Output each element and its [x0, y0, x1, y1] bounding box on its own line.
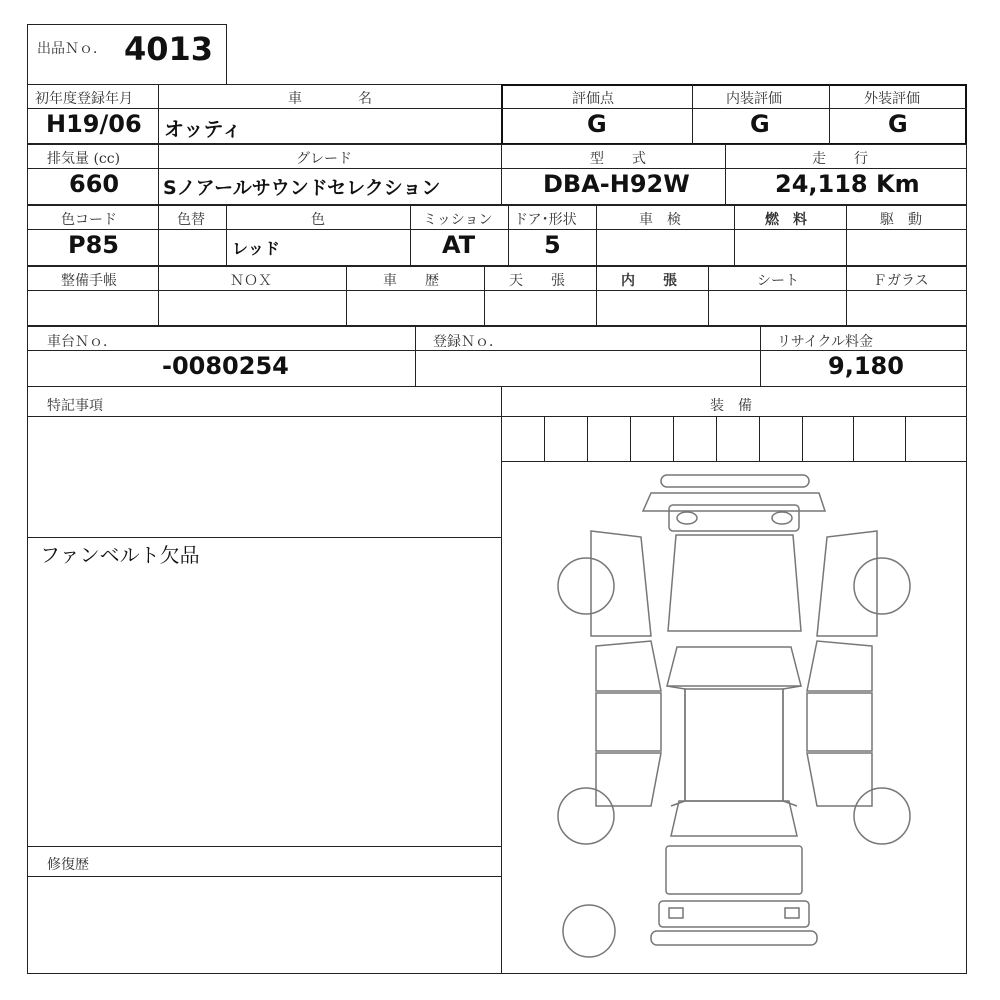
color-label: 色 — [311, 212, 325, 228]
car-name-label: 車 名 — [288, 91, 372, 107]
interior-score-value: G — [750, 110, 770, 138]
score-label: 評価点 — [572, 91, 614, 107]
fglass-label: Ｆガラス — [873, 273, 929, 289]
color-value: レッド — [232, 239, 280, 258]
fuel-label: 燃 料 — [765, 212, 807, 228]
exterior-score-label: 外装評価 — [864, 91, 920, 107]
pillar-left — [667, 686, 685, 806]
windshield — [667, 647, 801, 686]
front-wheel-left-icon — [558, 558, 614, 614]
bottom-left-box — [27, 386, 502, 974]
mission-value: AT — [442, 231, 476, 259]
drive-label: 駆 動 — [880, 212, 922, 228]
model-label: 型 式 — [590, 151, 646, 167]
front-panel — [669, 505, 799, 531]
mission-label: ミッション — [423, 212, 493, 228]
front-bumper-top — [661, 475, 809, 487]
rear-bumper — [651, 931, 817, 945]
rear-hatch — [666, 846, 802, 894]
special-notes-label: 特記事項 — [47, 398, 103, 414]
exterior-score-value: G — [888, 110, 908, 138]
rear-wheel-left-icon — [558, 788, 614, 844]
roof-label: 天 張 — [509, 273, 565, 289]
car-diagram — [501, 461, 967, 974]
front-bumper — [643, 493, 825, 511]
maintenance-label: 整備手帳 — [61, 273, 117, 289]
rear-window — [671, 801, 797, 836]
rear-wheel-right-icon — [854, 788, 910, 844]
recycle-value: 9,180 — [828, 352, 904, 380]
seat-label: シート — [757, 273, 799, 289]
first-reg-label: 初年度登録年月 — [35, 91, 133, 107]
door-rear-right — [807, 693, 872, 751]
front-fender-left — [591, 531, 651, 636]
taillight-left-icon — [669, 908, 683, 918]
inspection-label: 車 検 — [639, 212, 681, 228]
registration-label: 登録Ｎｏ． — [433, 334, 503, 350]
color-change-label: 色替 — [177, 212, 205, 228]
door-front-right — [807, 641, 872, 691]
equipment-label: 装 備 — [710, 398, 752, 414]
grade-value: Sノアールサウンドセレクション — [163, 177, 441, 199]
car-name-value: オッティ — [164, 117, 242, 141]
hood — [668, 535, 801, 631]
rear-panel — [659, 901, 809, 927]
front-fender-right — [817, 531, 877, 636]
quarter-left — [596, 753, 661, 806]
repair-history-label: 修復歴 — [47, 857, 89, 873]
displacement-label: 排気量 (cc) — [47, 151, 121, 167]
model-value: DBA-H92W — [543, 170, 690, 198]
row4-box — [27, 266, 967, 326]
quarter-right — [807, 753, 872, 806]
roof — [685, 689, 783, 801]
recycle-label: リサイクル料金 — [777, 334, 874, 350]
mileage-value: 24,118 Km — [775, 170, 920, 198]
score-value: G — [587, 110, 607, 138]
special-notes-text: ファンベルト欠品 — [40, 543, 200, 567]
color-code-value: P85 — [68, 231, 119, 259]
spare-tire-icon — [563, 905, 615, 957]
color-code-label: 色コード — [61, 212, 117, 228]
pillar-right — [783, 686, 801, 806]
mileage-label: 走 行 — [812, 151, 868, 167]
first-reg-value: H19/06 — [46, 110, 142, 138]
history-label: 車 歴 — [383, 273, 439, 289]
chassis-value: -0080254 — [162, 352, 289, 380]
interior-trim-label: 内 張 — [621, 273, 677, 289]
nox-label: ＮＯＸ — [230, 273, 272, 289]
door-value: 5 — [544, 231, 561, 259]
lot-number-label: 出品Ｎｏ． — [37, 41, 107, 57]
headlight-right-icon — [772, 512, 792, 524]
interior-score-label: 内装評価 — [726, 91, 782, 107]
front-wheel-right-icon — [854, 558, 910, 614]
grade-label: グレード — [296, 151, 352, 167]
row3-box — [27, 205, 967, 266]
door-front-left — [596, 641, 661, 691]
lot-number-value: 4013 — [124, 30, 214, 68]
door-label: ドア･形状 — [514, 212, 577, 228]
headlight-left-icon — [677, 512, 697, 524]
door-rear-left — [596, 693, 661, 751]
displacement-value: 660 — [69, 170, 120, 198]
chassis-label: 車台Ｎｏ． — [47, 334, 117, 350]
taillight-right-icon — [785, 908, 799, 918]
